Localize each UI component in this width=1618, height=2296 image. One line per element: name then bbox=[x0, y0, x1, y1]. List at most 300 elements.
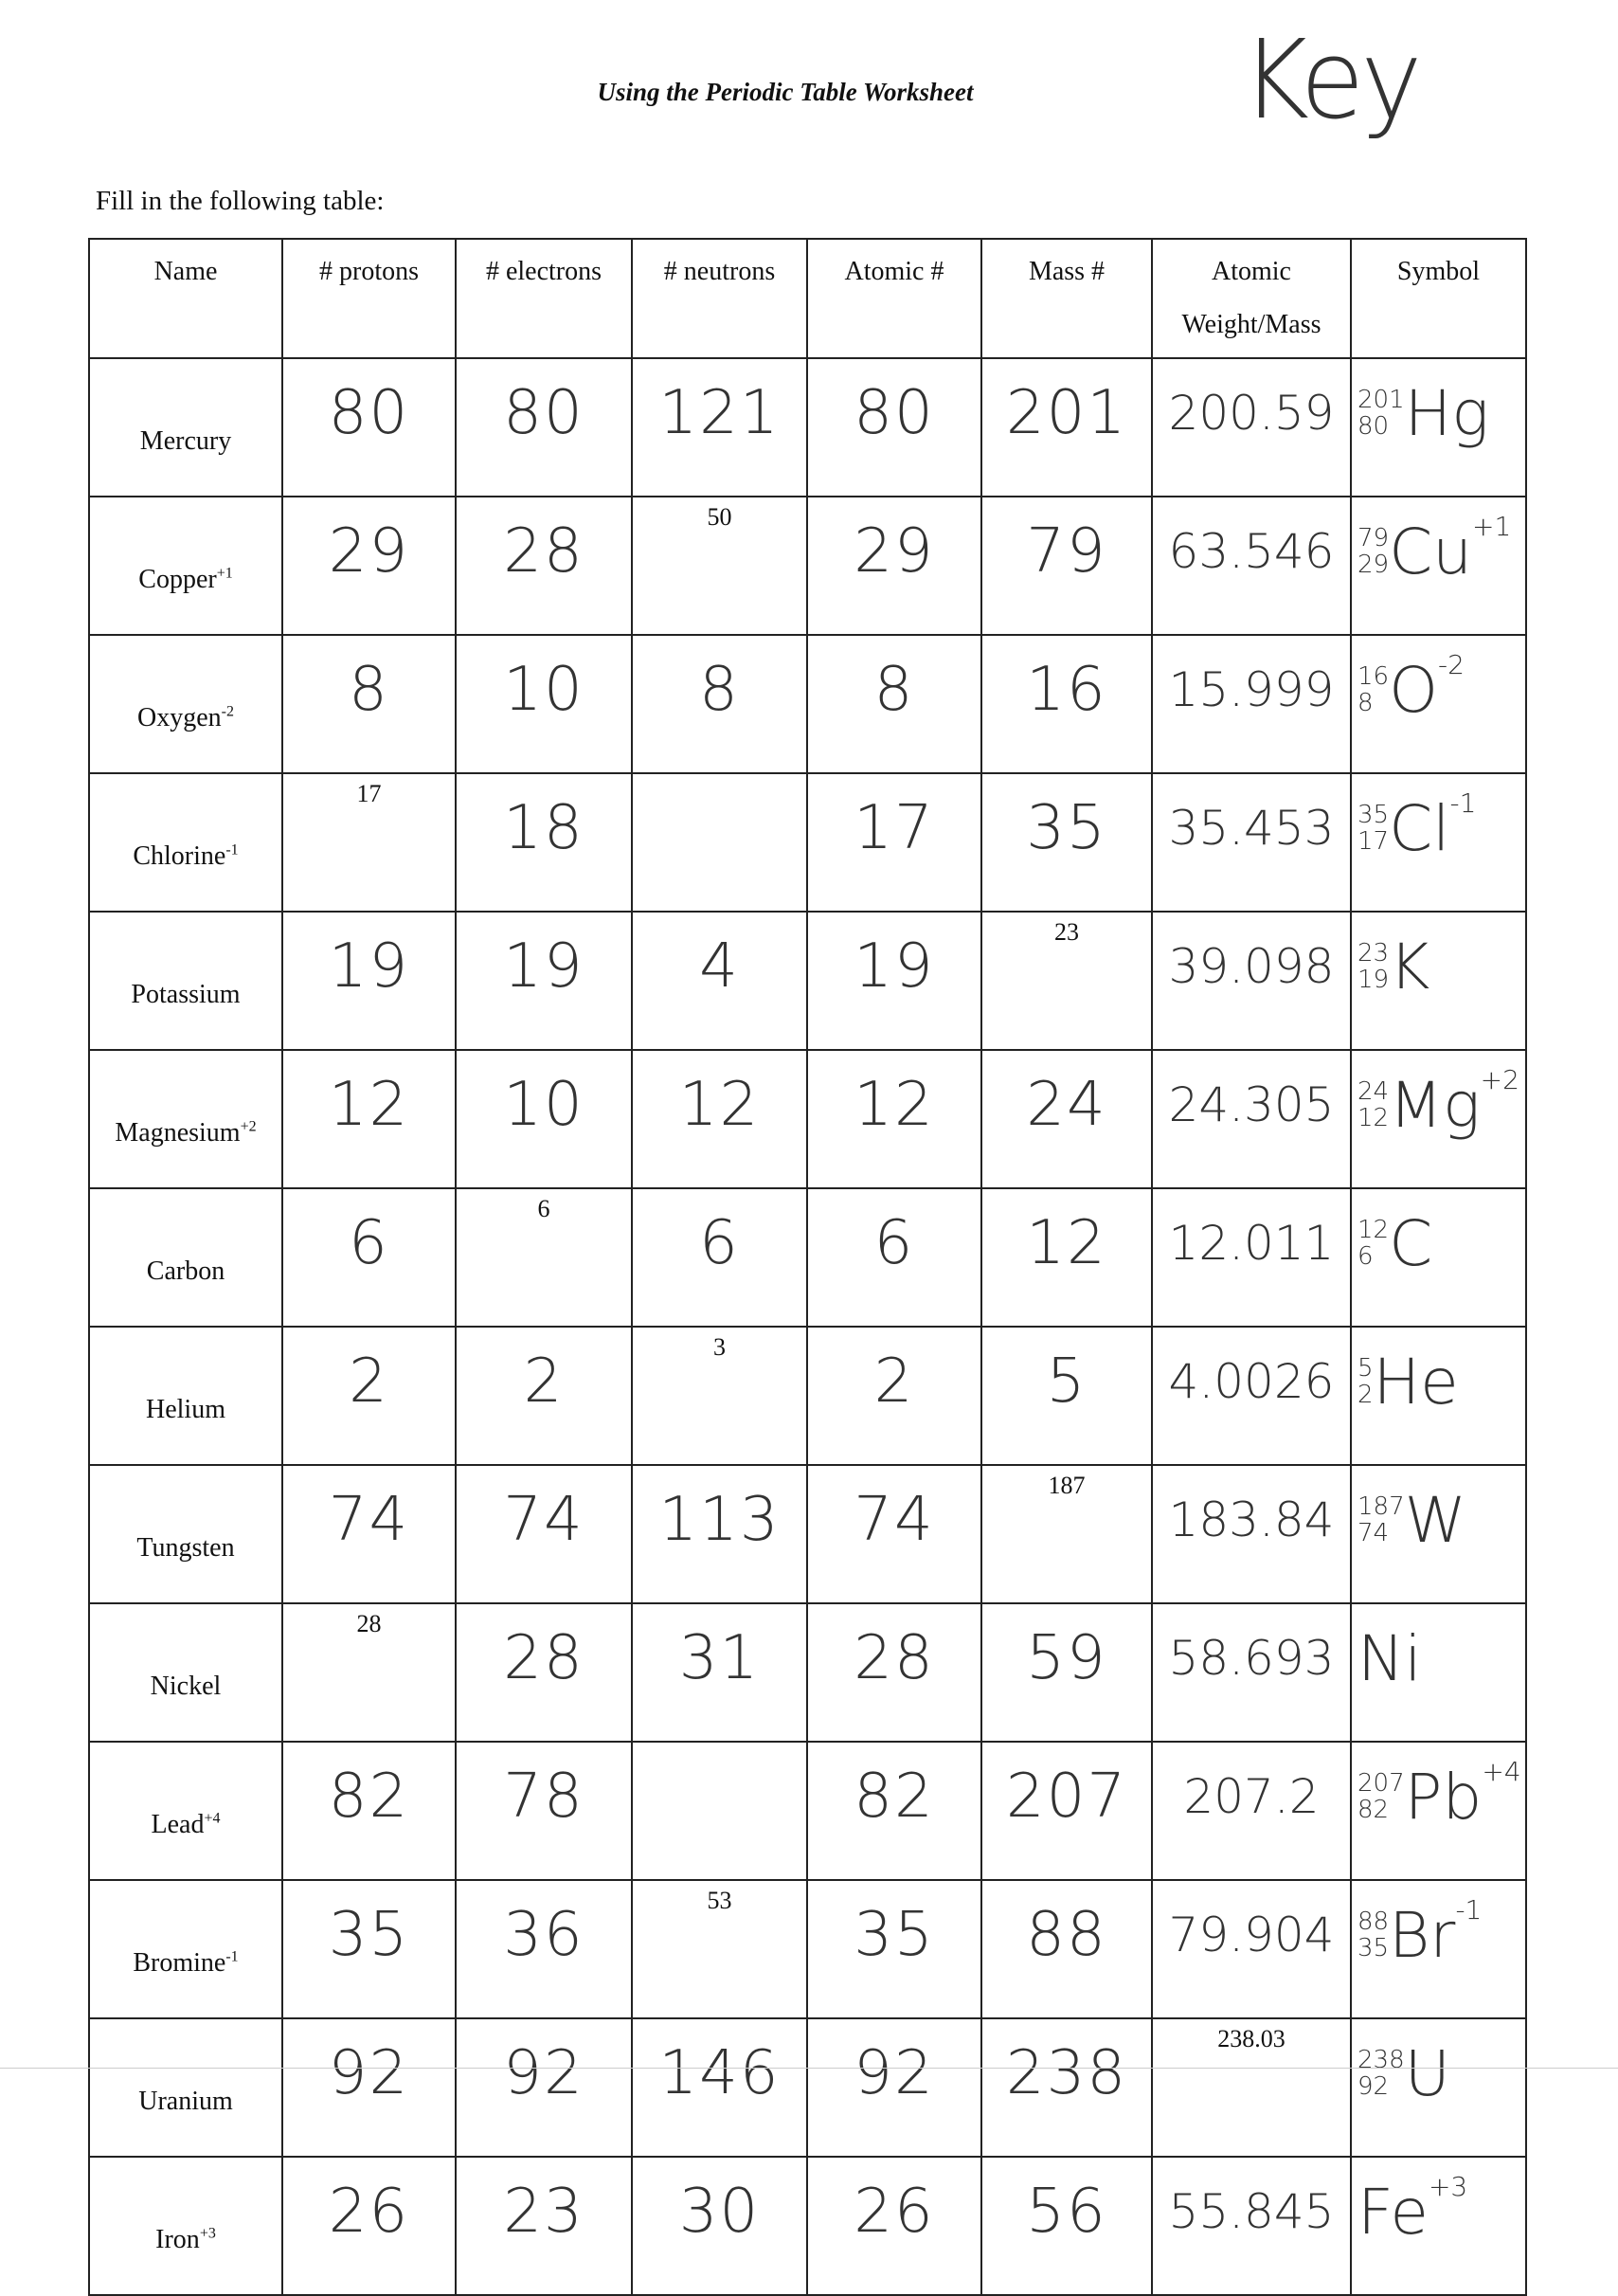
mass-number: 35 bbox=[1357, 801, 1390, 829]
element-name: Tungsten bbox=[136, 1533, 235, 1563]
symbol-charge: +1 bbox=[1472, 511, 1512, 542]
handwritten-answer: 207.2 bbox=[1183, 1769, 1320, 1824]
atomic-number: 92 bbox=[1357, 2072, 1390, 2101]
answer-cell[interactable] bbox=[632, 1188, 807, 1327]
answer-cell[interactable] bbox=[456, 2157, 632, 2295]
element-symbol: Ni bbox=[1357, 1621, 1422, 1695]
answer-cell[interactable] bbox=[981, 1327, 1152, 1465]
handwritten-answer: 31 bbox=[678, 1623, 761, 1693]
handwritten-answer: 23 bbox=[503, 2177, 584, 2247]
answer-cell[interactable] bbox=[981, 1880, 1152, 2018]
answer-cell[interactable] bbox=[282, 1050, 456, 1188]
symbol-cell[interactable] bbox=[1351, 1880, 1526, 2018]
answer-cell[interactable] bbox=[1152, 1603, 1351, 1742]
answer-cell[interactable] bbox=[282, 1742, 456, 1880]
answer-cell[interactable] bbox=[632, 358, 807, 497]
answer-cell[interactable] bbox=[981, 497, 1152, 635]
handwritten-answer: 10 bbox=[503, 1070, 584, 1140]
answer-cell[interactable] bbox=[1152, 1880, 1351, 2018]
handwritten-answer: 6 bbox=[349, 1208, 389, 1278]
handwritten-answer: 26 bbox=[328, 2177, 410, 2247]
printed-value: 187 bbox=[1048, 1472, 1086, 1499]
mass-number: 12 bbox=[1357, 1216, 1390, 1244]
table-row bbox=[89, 1327, 1526, 1465]
ion-charge: +2 bbox=[240, 1118, 257, 1135]
printed-value: 17 bbox=[356, 780, 382, 807]
isotope-symbol bbox=[1352, 774, 1525, 882]
table-row bbox=[89, 1188, 1526, 1327]
element-symbol: W bbox=[1404, 1483, 1466, 1557]
element-symbol: He bbox=[1373, 1345, 1459, 1419]
element-symbol: Cu bbox=[1389, 515, 1473, 588]
handwritten-answer: 24 bbox=[1026, 1070, 1107, 1140]
element-name-cell bbox=[89, 635, 282, 773]
handwritten-answer: 18 bbox=[503, 793, 584, 863]
element-symbol: O bbox=[1389, 653, 1439, 727]
handwritten-answer: 92 bbox=[854, 2038, 935, 2108]
answer-cell[interactable] bbox=[1152, 635, 1351, 773]
answer-cell[interactable] bbox=[456, 1880, 632, 2018]
mass-number: 5 bbox=[1357, 1354, 1374, 1383]
handwritten-answer: 78 bbox=[503, 1762, 584, 1832]
answer-cell[interactable] bbox=[981, 635, 1152, 773]
answer-cell[interactable] bbox=[1152, 1465, 1351, 1603]
mass-number: 23 bbox=[1357, 939, 1390, 967]
answer-cell[interactable] bbox=[807, 1050, 981, 1188]
answer-cell[interactable] bbox=[1152, 497, 1351, 635]
answer-cell[interactable] bbox=[456, 358, 632, 497]
answer-cell[interactable] bbox=[981, 2018, 1152, 2157]
handwritten-answer: 113 bbox=[658, 1485, 781, 1555]
answer-cell[interactable] bbox=[456, 1188, 632, 1327]
isotope-symbol bbox=[1352, 1466, 1525, 1574]
handwritten-answer: 88 bbox=[1026, 1900, 1107, 1970]
answer-cell[interactable] bbox=[807, 912, 981, 1050]
isotope-numbers bbox=[1357, 2047, 1405, 2100]
handwritten-answer: 12 bbox=[1026, 1208, 1107, 1278]
isotope-symbol bbox=[1352, 2019, 1525, 2127]
atomic-number: 12 bbox=[1357, 1104, 1390, 1132]
symbol-cell[interactable] bbox=[1351, 635, 1526, 773]
element-name: Mercury bbox=[139, 426, 232, 456]
answer-cell[interactable] bbox=[456, 635, 632, 773]
element-name-cell bbox=[89, 1465, 282, 1603]
handwritten-answer: 183.84 bbox=[1168, 1492, 1335, 1547]
answer-cell[interactable] bbox=[1152, 1188, 1351, 1327]
answer-cell[interactable] bbox=[632, 773, 807, 912]
symbol-cell[interactable] bbox=[1351, 1050, 1526, 1188]
element-name-cell bbox=[89, 1050, 282, 1188]
symbol-cell[interactable] bbox=[1351, 497, 1526, 635]
printed-value: 3 bbox=[713, 1333, 726, 1361]
handwritten-answer: 200.59 bbox=[1168, 386, 1335, 441]
mass-number: 207 bbox=[1357, 1769, 1405, 1798]
isotope-symbol bbox=[1352, 1743, 1525, 1851]
handwritten-answer: 92 bbox=[503, 2038, 584, 2108]
element-symbol: Fe bbox=[1357, 2175, 1429, 2249]
printed-value: 53 bbox=[707, 1887, 732, 1914]
answer-cell[interactable] bbox=[807, 358, 981, 497]
answer-cell[interactable] bbox=[632, 1050, 807, 1188]
isotope-symbol bbox=[1352, 913, 1525, 1021]
answer-cell[interactable] bbox=[807, 2018, 981, 2157]
answer-cell[interactable] bbox=[1152, 1050, 1351, 1188]
printed-value: 28 bbox=[356, 1610, 382, 1637]
isotope-numbers bbox=[1357, 1908, 1389, 1962]
answer-cell[interactable] bbox=[981, 1742, 1152, 1880]
handwritten-answer: 2 bbox=[523, 1347, 565, 1417]
answer-cell[interactable] bbox=[632, 1327, 807, 1465]
isotope-symbol bbox=[1352, 497, 1525, 606]
mass-number: 24 bbox=[1357, 1077, 1390, 1106]
table-row bbox=[89, 773, 1526, 912]
handwritten-answer: 5 bbox=[1046, 1347, 1088, 1417]
handwritten-answer: 28 bbox=[503, 1623, 584, 1693]
element-name-cell bbox=[89, 912, 282, 1050]
answer-cell[interactable] bbox=[456, 497, 632, 635]
answer-cell[interactable] bbox=[456, 1603, 632, 1742]
table-row bbox=[89, 1465, 1526, 1603]
handwritten-answer: 80 bbox=[328, 378, 410, 448]
handwritten-answer: 79.904 bbox=[1168, 1907, 1335, 1962]
answer-cell[interactable] bbox=[1152, 2018, 1351, 2157]
table-row bbox=[89, 2018, 1526, 2157]
instructions: Fill in the following table: bbox=[96, 186, 385, 216]
isotope-symbol bbox=[1352, 1189, 1525, 1297]
answer-cell[interactable] bbox=[1152, 2157, 1351, 2295]
handwritten-answer: 121 bbox=[658, 378, 781, 448]
isotope-symbol bbox=[1352, 1328, 1525, 1436]
mass-number: 238 bbox=[1357, 2046, 1405, 2074]
answer-cell[interactable] bbox=[632, 1465, 807, 1603]
element-name-cell bbox=[89, 773, 282, 912]
mass-number: 201 bbox=[1357, 386, 1405, 414]
answer-cell[interactable] bbox=[981, 1188, 1152, 1327]
handwritten-answer: 16 bbox=[1026, 655, 1107, 725]
answer-cell[interactable] bbox=[632, 1742, 807, 1880]
symbol-charge: +3 bbox=[1428, 2171, 1468, 2202]
handwritten-answer: 79 bbox=[1026, 516, 1107, 587]
answer-cell[interactable] bbox=[807, 1880, 981, 2018]
answer-cell[interactable] bbox=[1152, 912, 1351, 1050]
element-symbol: Pb bbox=[1404, 1760, 1483, 1834]
handwritten-answer: 10 bbox=[503, 655, 584, 725]
answer-cell[interactable] bbox=[1152, 358, 1351, 497]
ion-charge: -2 bbox=[221, 703, 234, 720]
handwritten-answer: 80 bbox=[503, 378, 584, 448]
handwritten-answer: 80 bbox=[854, 378, 935, 448]
answer-cell[interactable] bbox=[807, 497, 981, 635]
answer-cell[interactable] bbox=[981, 1050, 1152, 1188]
answer-cell[interactable] bbox=[282, 2157, 456, 2295]
atomic-number: 74 bbox=[1357, 1519, 1390, 1547]
element-name: Iron bbox=[155, 2225, 200, 2254]
column-header: Atomic # bbox=[807, 239, 981, 358]
handwritten-answer: 29 bbox=[328, 516, 410, 587]
handwritten-answer: 19 bbox=[328, 931, 410, 1002]
ion-charge: -1 bbox=[225, 1948, 239, 1965]
isotope-symbol bbox=[1352, 1051, 1525, 1159]
answer-cell[interactable] bbox=[282, 912, 456, 1050]
isotope-symbol bbox=[1352, 1604, 1525, 1712]
answer-cell[interactable] bbox=[981, 2157, 1152, 2295]
handwritten-answer: 26 bbox=[854, 2177, 935, 2247]
answer-cell[interactable] bbox=[981, 358, 1152, 497]
handwritten-answer: 29 bbox=[854, 516, 935, 587]
answer-cell[interactable] bbox=[807, 773, 981, 912]
element-name-cell bbox=[89, 1880, 282, 2018]
answer-cell[interactable] bbox=[282, 1603, 456, 1742]
handwritten-answer: 12 bbox=[678, 1070, 761, 1140]
answer-cell[interactable] bbox=[456, 1327, 632, 1465]
element-name-cell bbox=[89, 2018, 282, 2157]
handwritten-answer: 35 bbox=[854, 1900, 935, 1970]
answer-cell[interactable] bbox=[282, 1465, 456, 1603]
element-name-cell bbox=[89, 1188, 282, 1327]
handwritten-answer: 19 bbox=[503, 931, 584, 1002]
symbol-charge: -1 bbox=[1449, 787, 1477, 819]
symbol-cell[interactable] bbox=[1351, 2018, 1526, 2157]
handwritten-answer: 8 bbox=[699, 655, 740, 725]
answer-cell[interactable] bbox=[456, 912, 632, 1050]
answer-cell[interactable] bbox=[981, 773, 1152, 912]
element-name: Uranium bbox=[138, 2087, 233, 2116]
element-name: Magnesium bbox=[115, 1118, 241, 1148]
isotope-symbol bbox=[1352, 359, 1525, 467]
handwritten-answer: 35.453 bbox=[1168, 801, 1335, 856]
element-symbol: K bbox=[1389, 930, 1430, 1003]
handwritten-answer: 36 bbox=[503, 1900, 584, 1970]
answer-cell[interactable] bbox=[632, 1880, 807, 2018]
answer-cell[interactable] bbox=[981, 1603, 1152, 1742]
answer-cell[interactable] bbox=[632, 2157, 807, 2295]
handwritten-answer: 15.999 bbox=[1168, 662, 1335, 717]
handwritten-answer: 8 bbox=[873, 655, 915, 725]
handwritten-answer: 28 bbox=[854, 1623, 935, 1693]
isotope-symbol bbox=[1352, 1881, 1525, 1989]
element-name-cell bbox=[89, 1327, 282, 1465]
element-name: Lead bbox=[151, 1810, 205, 1839]
printed-value: 238.03 bbox=[1217, 2025, 1285, 2052]
answer-cell[interactable] bbox=[807, 1188, 981, 1327]
handwritten-answer: 56 bbox=[1026, 2177, 1107, 2247]
mass-number: 88 bbox=[1357, 1907, 1390, 1936]
handwritten-answer: 63.546 bbox=[1168, 524, 1335, 579]
column-header: Atomic Weight/Mass bbox=[1152, 239, 1351, 358]
handwritten-answer: 55.845 bbox=[1168, 2184, 1335, 2239]
handwritten-answer: 35 bbox=[1026, 793, 1107, 863]
atomic-number: 29 bbox=[1357, 551, 1390, 579]
answer-cell[interactable] bbox=[807, 1465, 981, 1603]
handwritten-answer: 59 bbox=[1026, 1623, 1107, 1693]
answer-cell[interactable] bbox=[456, 1742, 632, 1880]
column-header: Mass # bbox=[981, 239, 1152, 358]
table-row bbox=[89, 358, 1526, 497]
table-row bbox=[89, 1603, 1526, 1742]
answer-cell[interactable] bbox=[282, 2018, 456, 2157]
answer-cell[interactable] bbox=[282, 1188, 456, 1327]
ion-charge: +3 bbox=[199, 2225, 216, 2242]
element-name: Carbon bbox=[146, 1256, 225, 1286]
element-symbol: C bbox=[1389, 1206, 1433, 1280]
isotope-symbol bbox=[1352, 636, 1525, 744]
ion-charge: +1 bbox=[216, 565, 233, 582]
answer-cell[interactable] bbox=[807, 1327, 981, 1465]
handwritten-answer: 24.305 bbox=[1168, 1077, 1335, 1132]
handwritten-answer: 2 bbox=[873, 1347, 915, 1417]
symbol-charge: +4 bbox=[1482, 1756, 1521, 1787]
answer-cell[interactable] bbox=[282, 1880, 456, 2018]
answer-cell[interactable] bbox=[456, 773, 632, 912]
answer-cell[interactable] bbox=[282, 773, 456, 912]
handwritten-answer: 207 bbox=[1005, 1762, 1128, 1832]
answer-cell[interactable] bbox=[807, 1742, 981, 1880]
isotope-numbers bbox=[1357, 663, 1389, 716]
answer-cell[interactable] bbox=[282, 358, 456, 497]
element-name: Copper bbox=[138, 565, 217, 594]
element-symbol: Hg bbox=[1404, 376, 1489, 450]
isotope-numbers bbox=[1357, 1493, 1405, 1546]
atomic-number: 2 bbox=[1357, 1381, 1374, 1409]
printed-value: 50 bbox=[707, 503, 732, 531]
answer-cell[interactable] bbox=[981, 1465, 1152, 1603]
symbol-charge: +2 bbox=[1480, 1064, 1519, 1095]
atomic-number: 35 bbox=[1357, 1934, 1390, 1962]
column-header: # protons bbox=[282, 239, 456, 358]
handwritten-answer: 6 bbox=[699, 1208, 740, 1278]
element-name: Chlorine bbox=[133, 841, 226, 871]
isotope-numbers bbox=[1357, 802, 1389, 855]
column-header: # neutrons bbox=[632, 239, 807, 358]
handwritten-answer: 4.0026 bbox=[1168, 1354, 1335, 1409]
element-name-cell bbox=[89, 1603, 282, 1742]
answer-cell[interactable] bbox=[282, 1327, 456, 1465]
printed-value: 23 bbox=[1054, 918, 1079, 946]
handwritten-answer: 82 bbox=[854, 1762, 935, 1832]
atomic-number: 6 bbox=[1357, 1242, 1374, 1271]
element-name: Potassium bbox=[131, 980, 241, 1009]
handwritten-answer: 238 bbox=[1005, 2038, 1128, 2108]
handwritten-answer: 8 bbox=[349, 655, 389, 725]
answer-cell[interactable] bbox=[632, 635, 807, 773]
answer-cell[interactable] bbox=[282, 497, 456, 635]
handwritten-answer: 28 bbox=[503, 516, 584, 587]
answer-cell[interactable] bbox=[1152, 1742, 1351, 1880]
symbol-cell[interactable] bbox=[1351, 773, 1526, 912]
handwritten-answer: 74 bbox=[854, 1485, 935, 1555]
table-row bbox=[89, 1742, 1526, 1880]
handwritten-answer: 82 bbox=[328, 1762, 410, 1832]
isotope-numbers bbox=[1357, 940, 1389, 993]
element-name: Helium bbox=[146, 1395, 225, 1424]
handwritten-answer: 74 bbox=[503, 1485, 584, 1555]
handwritten-answer: 2 bbox=[349, 1347, 389, 1417]
answer-cell[interactable] bbox=[456, 2018, 632, 2157]
worksheet-title: Using the Periodic Table Worksheet bbox=[597, 78, 974, 106]
isotope-numbers bbox=[1357, 387, 1405, 440]
answer-cell[interactable] bbox=[632, 912, 807, 1050]
isotope-numbers bbox=[1357, 1078, 1389, 1131]
column-header: # electrons bbox=[456, 239, 632, 358]
element-name: Bromine bbox=[133, 1948, 226, 1978]
handwritten-answer: 146 bbox=[658, 2038, 781, 2108]
atomic-number: 17 bbox=[1357, 827, 1390, 856]
symbol-cell[interactable] bbox=[1351, 1603, 1526, 1742]
handwritten-answer: 4 bbox=[699, 931, 740, 1002]
handwritten-answer: 12.011 bbox=[1168, 1216, 1335, 1271]
answer-cell[interactable] bbox=[456, 1465, 632, 1603]
answer-cell[interactable] bbox=[807, 1603, 981, 1742]
symbol-cell[interactable] bbox=[1351, 1188, 1526, 1327]
handwritten-answer: 39.098 bbox=[1168, 939, 1335, 994]
symbol-cell[interactable] bbox=[1351, 2157, 1526, 2295]
symbol-charge: -1 bbox=[1455, 1894, 1483, 1925]
symbol-cell[interactable] bbox=[1351, 1465, 1526, 1603]
symbol-cell[interactable] bbox=[1351, 358, 1526, 497]
table-row bbox=[89, 2157, 1526, 2295]
mass-number: 79 bbox=[1357, 524, 1390, 552]
handwritten-answer: 19 bbox=[854, 931, 935, 1002]
atomic-number: 80 bbox=[1357, 412, 1390, 441]
answer-cell[interactable] bbox=[1152, 773, 1351, 912]
handwritten-answer: 74 bbox=[328, 1485, 410, 1555]
handwritten-answer: 12 bbox=[854, 1070, 935, 1140]
ion-charge: +4 bbox=[204, 1810, 221, 1827]
symbol-cell[interactable] bbox=[1351, 1742, 1526, 1880]
symbol-cell[interactable] bbox=[1351, 1327, 1526, 1465]
element-name-cell bbox=[89, 1742, 282, 1880]
answer-cell[interactable] bbox=[1152, 1327, 1351, 1465]
handwritten-answer: 35 bbox=[328, 1900, 410, 1970]
handwritten-answer: 58.693 bbox=[1168, 1631, 1335, 1686]
printed-value: 6 bbox=[537, 1195, 550, 1222]
answer-cell[interactable] bbox=[981, 912, 1152, 1050]
handwritten-answer: 6 bbox=[873, 1208, 915, 1278]
answer-cell[interactable] bbox=[456, 1050, 632, 1188]
isotope-numbers bbox=[1357, 1770, 1405, 1823]
answer-cell[interactable] bbox=[282, 635, 456, 773]
header-row bbox=[89, 239, 1526, 358]
element-name-cell bbox=[89, 358, 282, 497]
symbol-charge: -2 bbox=[1438, 649, 1465, 680]
isotope-numbers bbox=[1357, 1217, 1389, 1270]
answer-cell[interactable] bbox=[807, 635, 981, 773]
atomic-number: 8 bbox=[1357, 689, 1374, 717]
table-row bbox=[89, 1880, 1526, 2018]
ion-charge: -1 bbox=[225, 841, 239, 859]
handwritten-answer: 12 bbox=[328, 1070, 410, 1140]
column-header: Symbol bbox=[1351, 239, 1526, 358]
answer-cell[interactable] bbox=[632, 497, 807, 635]
answer-cell[interactable] bbox=[807, 2157, 981, 2295]
isotope-numbers bbox=[1357, 525, 1389, 578]
key-handwritten-label: Key bbox=[1241, 15, 1419, 144]
atomic-number: 82 bbox=[1357, 1796, 1390, 1824]
element-name: Nickel bbox=[150, 1672, 222, 1701]
isotope-symbol bbox=[1352, 2158, 1525, 2266]
handwritten-answer: 92 bbox=[328, 2038, 410, 2108]
element-symbol: U bbox=[1404, 2036, 1450, 2110]
answer-cell[interactable] bbox=[632, 2018, 807, 2157]
symbol-cell[interactable] bbox=[1351, 912, 1526, 1050]
atomic-number: 19 bbox=[1357, 966, 1390, 994]
element-symbol: Mg bbox=[1389, 1068, 1481, 1142]
element-name-cell bbox=[89, 497, 282, 635]
table-row bbox=[89, 912, 1526, 1050]
table-row bbox=[89, 1050, 1526, 1188]
mass-number: 16 bbox=[1357, 662, 1390, 691]
answer-cell[interactable] bbox=[632, 1603, 807, 1742]
